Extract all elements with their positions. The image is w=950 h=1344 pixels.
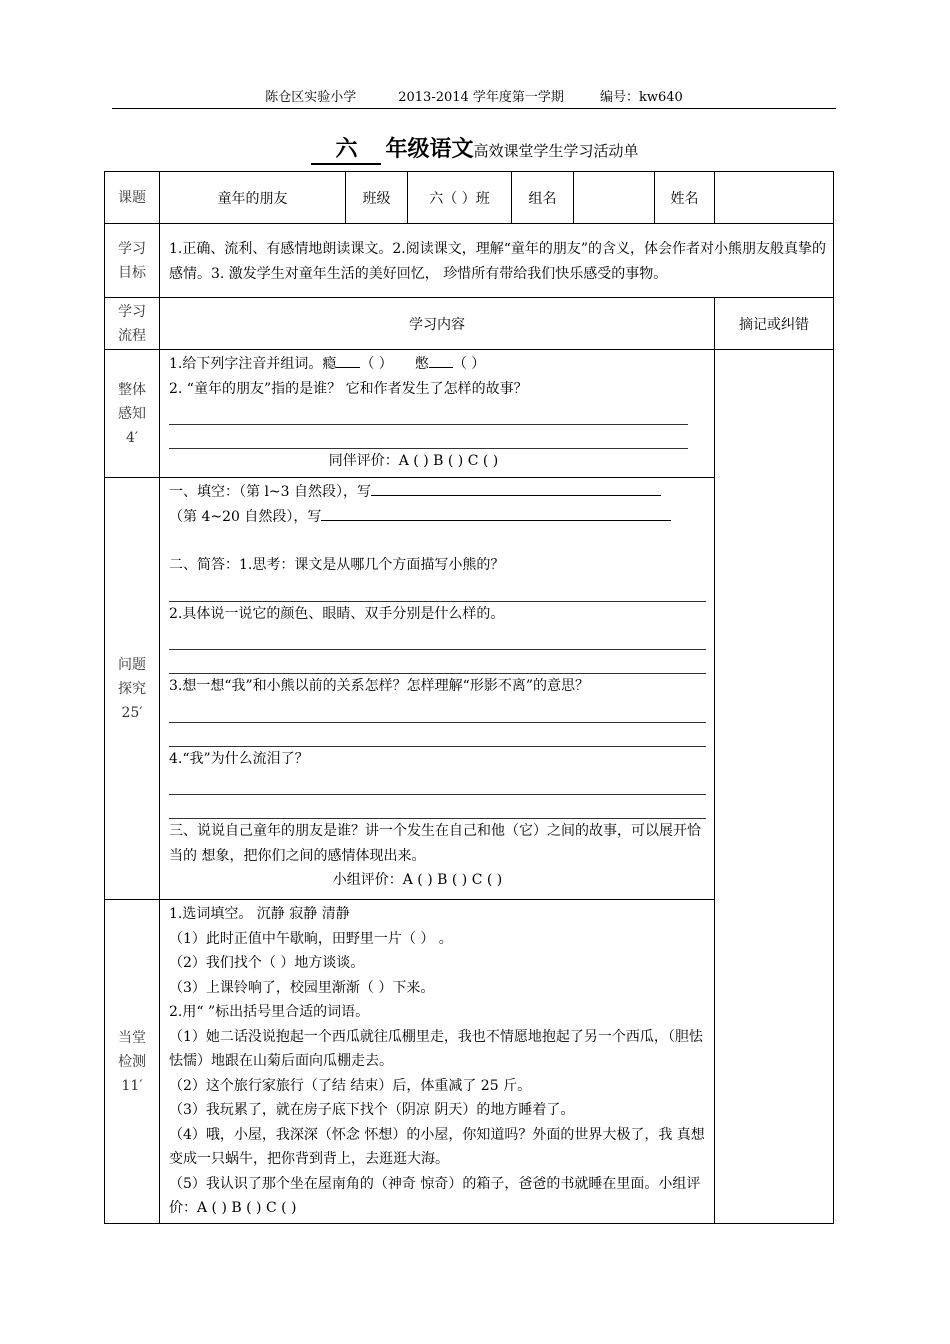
subject: 年级语文 (385, 137, 474, 162)
overall-q1: 1.给下列字注音并组词。瘾 （ ） 憋 （ ） (169, 352, 698, 377)
goals-row (105, 224, 834, 298)
subtitle: 高效课堂学生学习活动单 (473, 142, 639, 160)
group-field[interactable] (574, 172, 655, 224)
check-line-8: （3）我玩累了，就在房子底下找个（阴凉 阴天）的地方睡着了。 (169, 1102, 575, 1118)
answer-line[interactable] (169, 699, 706, 723)
info-row (105, 172, 834, 224)
explore-content (160, 478, 715, 900)
check-line-4: （3）上课铃响了，校园里渐渐（ ）下来。 (169, 979, 435, 996)
answer-line[interactable] (169, 771, 706, 795)
grade: 六 (311, 132, 381, 165)
answer-line[interactable] (169, 626, 706, 650)
term: 2013-2014 学年度第一学期 (398, 90, 564, 105)
explore-q4: 4.“我”为什么流泪了？ (169, 750, 309, 767)
pinyin-blank-2[interactable] (429, 353, 453, 368)
overall-content (160, 350, 715, 478)
check-line-9: （4）哦，小屋，我深深（怀念 怀想）的小屋，你知道吗？外面的世界大极了，我 真想变成一只蜗牛，把你背到背上，去逛逛大海。 (169, 1126, 705, 1167)
process-label: 学习 流程 (105, 298, 160, 350)
check-line-5: 2.用“ ”标出括号里合适的词语。 (169, 1004, 370, 1020)
overall-label: 整体 感知 4′ (105, 350, 160, 478)
notes-column[interactable] (715, 350, 834, 1224)
class-value[interactable]: 六（ ）班 (408, 172, 512, 224)
page-header (112, 89, 836, 107)
check-line-1: 1.选词填空。 沉静 寂静 清静 (169, 906, 350, 922)
pinyin-blank-1[interactable] (336, 353, 360, 368)
group-eval: 小组评价：A ( ) B ( ) C ( ) (332, 872, 503, 888)
explore-q3: 3.想一想“我”和小熊以前的关系怎样？怎样理解“形影不离”的意思？ (169, 678, 589, 694)
overall-q2: 2. “童年的朋友”指的是谁？ 它和作者发生了怎样的故事？ (169, 380, 528, 397)
check-line-3: （2）我们找个（ ）地方谈谈。 (169, 955, 365, 971)
check-content (160, 900, 715, 1224)
topic-value: 童年的朋友 (160, 172, 346, 224)
check-label: 当堂 检测 11′ (105, 900, 160, 1224)
answer-line[interactable] (169, 723, 706, 747)
answer-line[interactable] (169, 795, 706, 819)
fill-1: 一、填空：（第 l~3 自然段），写 (169, 480, 706, 505)
name-field[interactable] (715, 172, 834, 224)
school-name: 陈仓区实验小学 (265, 90, 357, 105)
answer-line[interactable] (169, 401, 688, 425)
short-q: 二、简答：1.思考：课文是从哪几个方面描写小熊的？ (169, 557, 505, 573)
fill-2: （第 4~20 自然段），写 (169, 505, 706, 530)
class-label: 班级 (346, 172, 408, 224)
group-label: 组名 (512, 172, 574, 224)
activity-table (104, 171, 834, 1224)
explore-label: 问题 探究 25′ (105, 478, 160, 900)
name-label: 姓名 (655, 172, 715, 224)
goals-text: 1.正确、流利、有感情地朗读课文。2.阅读课文，理解“童年的朋友”的含义，体会作者对小熊朋友般真挚的感情。3. 激发学生对童年生活的美好回忆， 珍惜所有带给我们快乐感受的事物。 (160, 224, 834, 298)
header-rule (112, 108, 836, 109)
topic-label: 课题 (105, 172, 160, 224)
process-row (105, 298, 834, 350)
answer-line[interactable] (169, 578, 706, 602)
fill-blank-2[interactable] (321, 506, 671, 521)
explore-q5: 三、说说自己童年的朋友是谁？讲一个发生在自己和他（它）之间的故事，可以展开恰当的 想象，把你们之间的感情体现出来。 (169, 823, 701, 864)
notes-label: 摘记或纠错 (715, 298, 834, 350)
doc-code: 编号：kw640 (599, 90, 683, 105)
check-line-7: （2）这个旅行家旅行（了结 结束）后，体重减了 25 斤。 (169, 1077, 532, 1094)
answer-line[interactable] (169, 425, 688, 449)
fill-blank-1[interactable] (371, 481, 661, 496)
peer-eval: 同伴评价：A ( ) B ( ) C ( ) (328, 453, 499, 469)
page-title (0, 132, 950, 165)
overall-row (105, 350, 834, 478)
goals-label: 学习 目标 (105, 224, 160, 298)
check-line-10: （5）我认识了那个坐在屋南角的（神奇 惊奇）的箱子，爸爸的书就睡在里面。小组评价：A ( ) B ( ) C ( ) (169, 1175, 701, 1216)
content-label: 学习内容 (160, 298, 715, 350)
check-line-2: （1）此时正值中午歇晌，田野里一片（ ） 。 (169, 930, 453, 947)
explore-q2: 2.具体说一说它的颜色、眼睛、双手分别是什么样的。 (169, 605, 505, 622)
check-line-6: （1）她二话没说抱起一个西瓜就往瓜棚里走，我也不情愿地抱起了另一个西瓜，（胆怯 怯懦）地跟在山菊后面向瓜棚走去。 (169, 1028, 703, 1069)
answer-line[interactable] (169, 650, 706, 674)
